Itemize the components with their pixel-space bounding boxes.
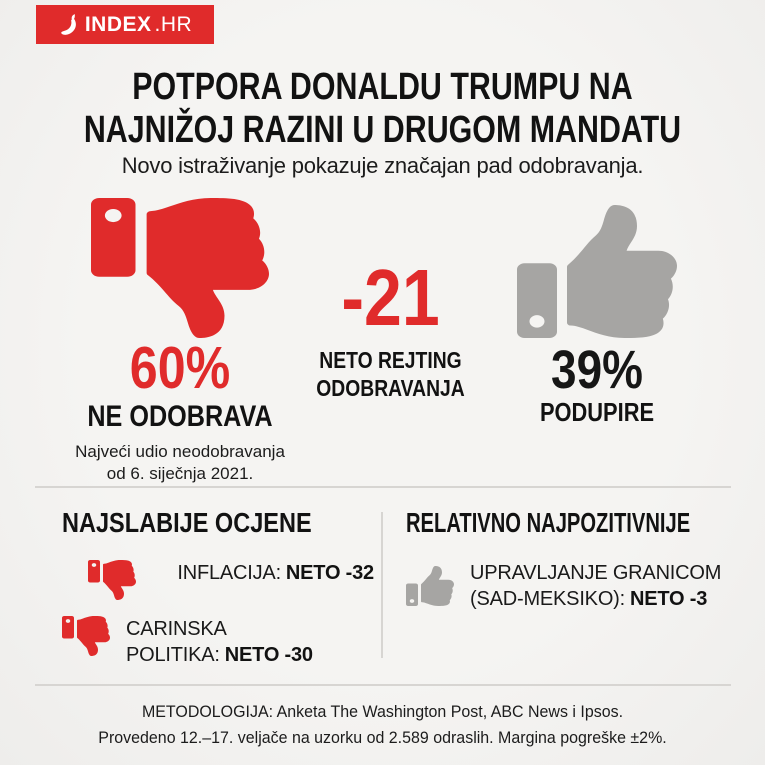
- methodology-line-2: Provedeno 12.–17. veljače na uzorku od 2.589 odraslih. Margina pogreške ±2%.: [98, 728, 667, 748]
- worst-ratings-panel: [62, 506, 374, 668]
- disapprove-note-line-1: Najveći udio neodobravanja: [75, 441, 285, 461]
- thumbs-down-icon: [62, 616, 110, 656]
- thumbs-up-icon: [517, 205, 677, 338]
- divider-bottom: [35, 684, 731, 686]
- subtitle: Novo istraživanje pokazuje značajan pad odobravanja.: [121, 153, 644, 178]
- disapprove-value: 60%: [129, 335, 231, 401]
- divider-top: [35, 486, 731, 488]
- stat-approve: [492, 205, 702, 429]
- net-rating-label: [313, 346, 468, 402]
- disapprove-label: NE ODOBRAVA: [87, 400, 273, 434]
- best-ratings-panel: [406, 506, 756, 612]
- approve-value: 39%: [551, 340, 643, 400]
- worst-ratings-heading: NAJSLABIJE OCJENE: [62, 507, 312, 538]
- methodology-note: [23, 699, 742, 752]
- item-label: CARINSKA POLITIKA:: [126, 617, 226, 666]
- logo-brand-text: INDEX: [84, 12, 152, 36]
- methodology-line-1: METODOLOGIJA: Anketa The Washington Post, ABC News i Ipsos.: [141, 702, 624, 721]
- list-item-border: [406, 560, 756, 612]
- list-item-tariffs: [62, 616, 374, 668]
- item-label: INFLACIJA:: [177, 561, 281, 584]
- divider-vertical: [381, 512, 383, 658]
- stat-net-rating: [298, 238, 483, 402]
- list-item-text: [177, 560, 374, 586]
- net-rating-value: -21: [341, 253, 440, 342]
- disapprove-note-line-2: od 6. siječnja 2021.: [106, 463, 254, 483]
- thumbs-up-icon: [406, 566, 454, 606]
- net-rating-label-line-1: NETO REJTING: [319, 347, 462, 373]
- thumbs-down-icon: [91, 198, 269, 338]
- best-ratings-heading: RELATIVNO NAJPOZITIVNIJE: [406, 507, 691, 538]
- list-item-text: [126, 616, 374, 668]
- item-value: NETO -30: [224, 643, 313, 666]
- thumbs-down-icon: [88, 560, 136, 600]
- title-line-2: NAJNIŽOJ RAZINI U DRUGOM MANDATU: [83, 109, 682, 152]
- list-item-text: [470, 560, 756, 612]
- item-value: NETO -32: [285, 561, 374, 584]
- title-line-1: POTPORA DONALDU TRUMPU NA: [132, 66, 633, 108]
- list-item-inflation: [62, 560, 374, 600]
- logo-tld-text: .HR: [154, 12, 193, 36]
- item-label: UPRAVLJANJE GRANICOM (SAD-MEKSIKO):: [470, 561, 722, 610]
- index-hr-logo: [36, 5, 214, 44]
- net-rating-label-line-2: ODOBRAVANJA: [316, 375, 465, 402]
- chili-pepper-icon: [58, 12, 80, 38]
- page-title: [77, 66, 689, 153]
- approve-label: PODUPIRE: [539, 397, 655, 428]
- item-value: NETO -3: [630, 587, 708, 610]
- disapprove-note: [40, 441, 320, 485]
- stat-disapprove: [40, 198, 320, 485]
